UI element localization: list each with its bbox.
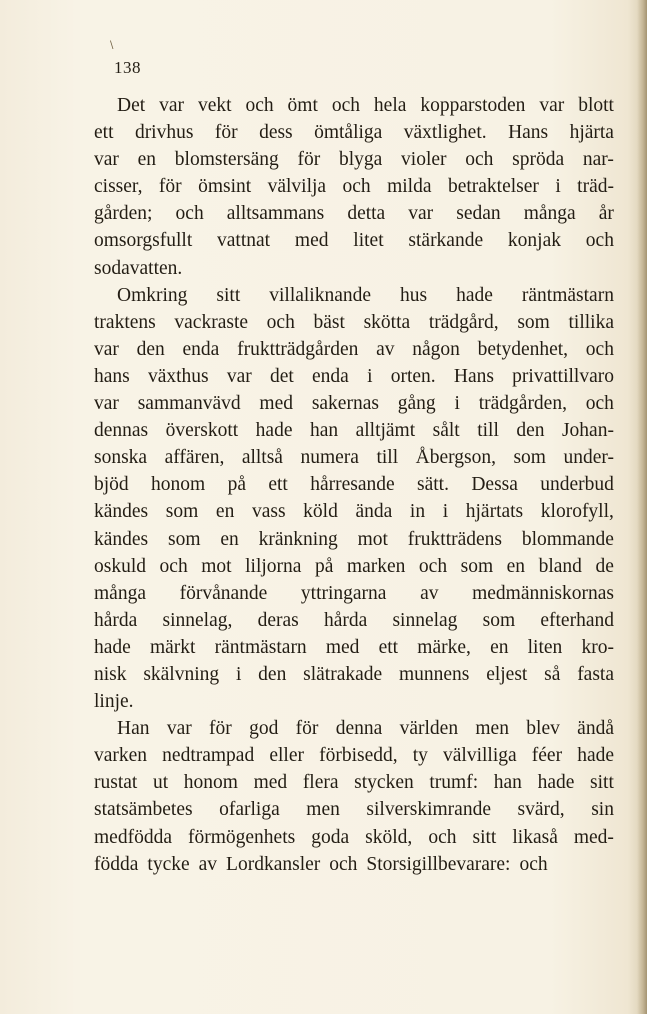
text-line: kändes som en vass köld ända in i hjärtats klorofyll,	[94, 501, 614, 523]
text-line: statsämbetes ofarliga men silverskimrande svärd, sin	[94, 799, 614, 821]
text-line: Omkring sitt villaliknande hus hade räntmästarn	[117, 284, 614, 306]
text-line: gården; och alltsammans detta var sedan många år	[94, 203, 614, 225]
text-line: hans växthus var det enda i orten. Hans privattillvaro	[94, 365, 614, 387]
text-line: födda tycke av Lordkansler och Storsigillbevarare: och	[94, 853, 548, 875]
text-line: Han var för god för denna världen men blev ändå	[117, 718, 614, 740]
text-line: bjöd honom på ett hårresande sätt. Dessa underbud	[94, 474, 614, 496]
text-line: cisser, för ömsint välvilja och milda betraktelser i träd-	[94, 176, 614, 198]
text-line: var sammanvävd med sakernas gång i trädgården, och	[94, 393, 614, 415]
text-line: ett drivhus för dess ömtåliga växtlighet. Hans hjärta	[94, 122, 614, 144]
page-number: 138	[114, 58, 141, 77]
text-line: medfödda förmögenhets goda sköld, och sitt likaså med-	[94, 826, 614, 848]
text-line: dennas överskott hade han alltjämt sålt till den Johan-	[94, 420, 614, 442]
text-line: hårda sinnelag, deras hårda sinnelag som efterhand	[94, 609, 614, 631]
text-line: rustat ut honom med flera stycken trumf: han hade sitt	[94, 772, 614, 794]
text-line: oskuld och mot liljorna på marken och som en bland de	[94, 555, 614, 577]
text-line: kändes som en kränkning mot fruktträdens blommande	[94, 528, 614, 550]
text-line: sonska affären, alltså numera till Åbergson, som under-	[94, 447, 614, 469]
text-line: var en blomstersäng för blyga violer och spröda nar-	[94, 149, 614, 171]
text-line: traktens vackraste och bäst skötta trädgård, som tillika	[94, 311, 614, 333]
page-mark: \	[110, 40, 114, 51]
text-line: nisk skälvning i den slätrakade munnens eljest så fasta	[94, 663, 614, 685]
text-line: hade märkt räntmästarn med ett märke, en liten kro-	[94, 636, 614, 658]
text-line: sodavatten.	[94, 257, 183, 279]
text-line: Det var vekt och ömt och hela kopparstoden var blott	[117, 95, 614, 116]
text-line: var den enda fruktträdgården av någon betydenhet, och	[94, 338, 614, 360]
text-line: varken nedtrampad eller förbisedd, ty välvilliga féer hade	[94, 745, 614, 767]
text-line: linje.	[94, 691, 134, 713]
page-edge	[637, 0, 647, 1014]
text-line: många förvånande yttringarna av medmänniskornas	[94, 582, 614, 604]
body-text	[94, 92, 614, 878]
text-line: omsorgsfullt vattnat med litet stärkande konjak och	[94, 230, 614, 252]
